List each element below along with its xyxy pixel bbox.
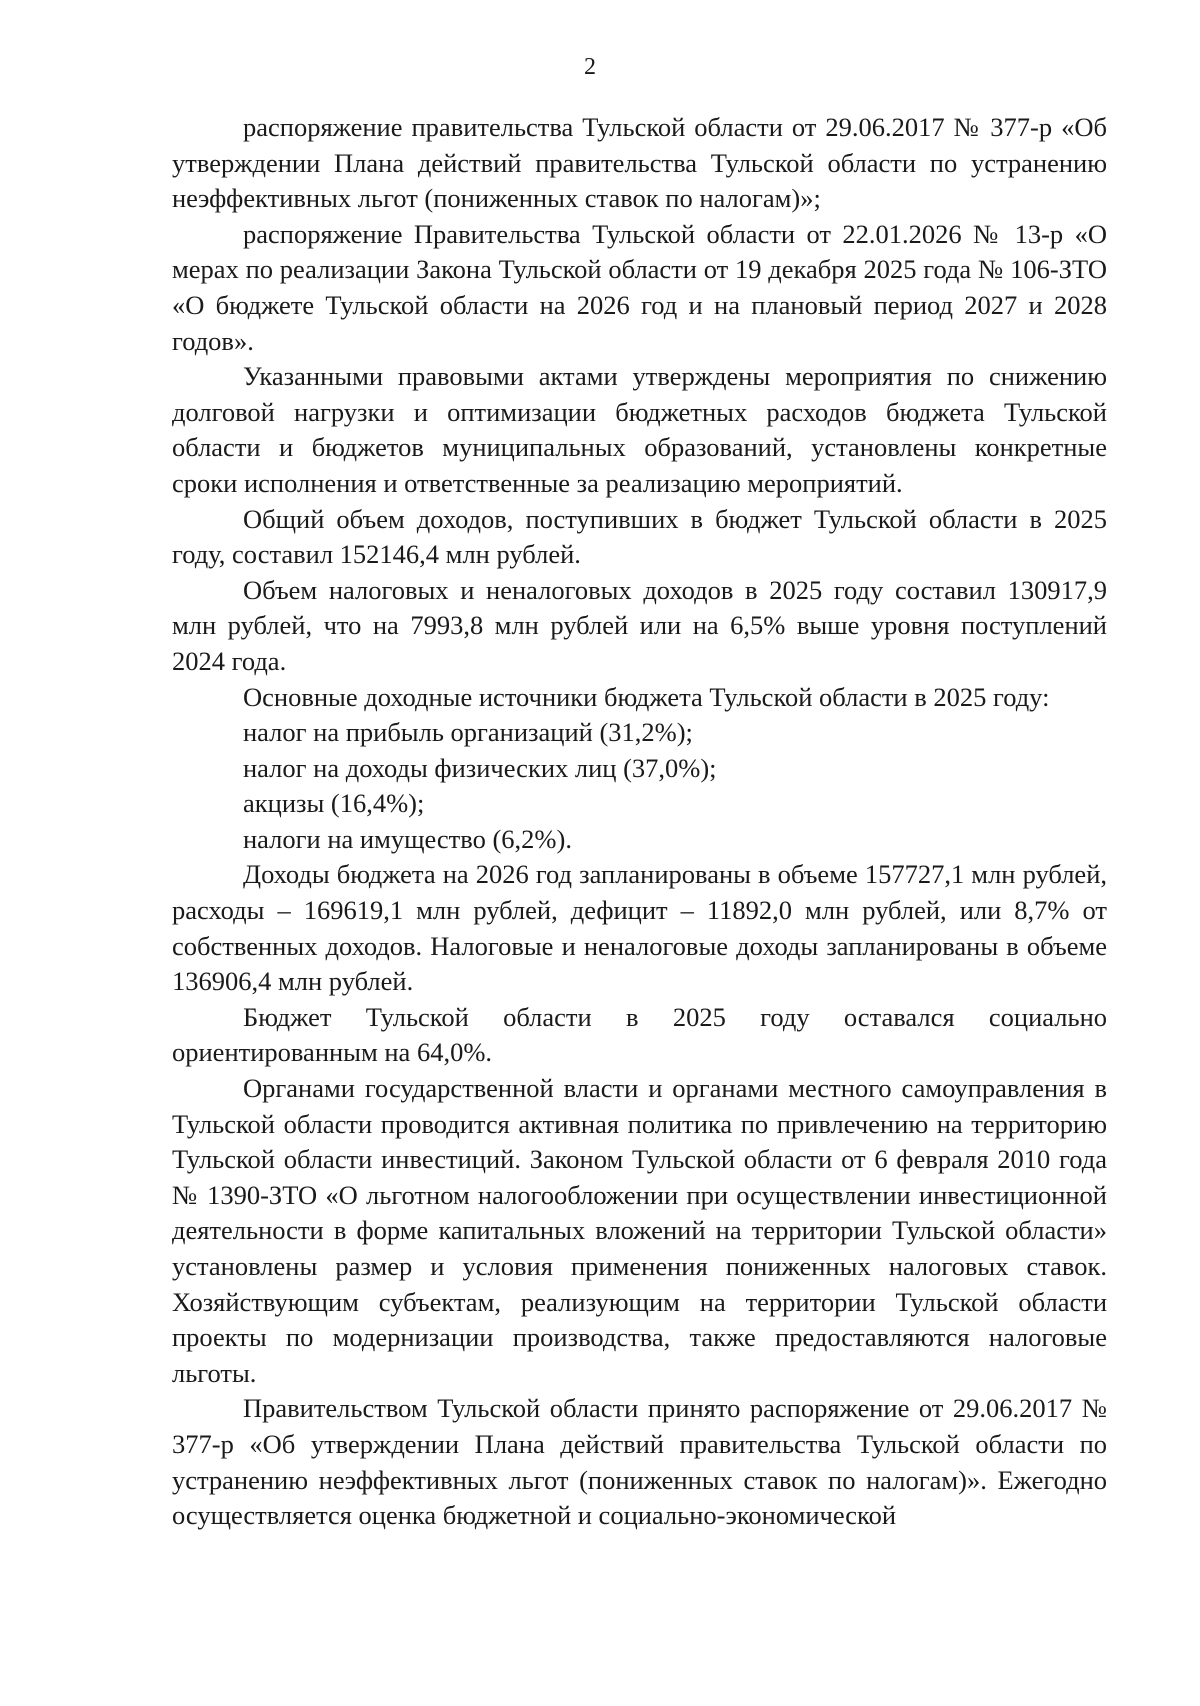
paragraph-main-sources-heading: Основные доходные источники бюджета Тульской области в 2025 году: <box>243 681 1050 712</box>
list-item-profit-tax: налог на прибыль организаций (31,2%); <box>243 717 693 748</box>
paragraph-decree-377-assessment: Правительством Тульской области принято распоряжение от 29.06.2017 № 377-р «Об утверждении Плана действий правительства Тульской области по устранению неэффективных льгот (пониженных ставок по налогам)». Ежегодно осуществляется оценка бюджетной и социально-экономической <box>172 1393 1107 1531</box>
paragraph-decree-377: распоряжение правительства Тульской области от 29.06.2017 № 377-р «Об утверждении Плана действий правительства Тульской области по устранению неэффективных льгот (пониженных ставок по налогам)»; <box>172 112 1107 214</box>
document-body <box>172 110 1107 1534</box>
paragraph-legal-acts-measures: Указанными правовыми актами утверждены мероприятия по снижению долговой нагрузки и оптимизации бюджетных расходов бюджета Тульской области и бюджетов муниципальных образований, установлены конкретные сроки исполнения и ответственные за реализацию мероприятий. <box>172 361 1107 498</box>
paragraph-budget-2026: Доходы бюджета на 2026 год запланированы в объеме 157727,1 млн рублей, расходы – 169619,1 млн рублей, дефицит – 11892,0 млн рублей, или 8,7% от собственных доходов. Налоговые и неналоговые доходы запланированы в объеме 136906,4 млн рублей. <box>172 859 1107 997</box>
paragraph-total-revenue-2025: Общий объем доходов, поступивших в бюджет Тульской области в 2025 году, составил 152146,4 млн рублей. <box>172 503 1107 570</box>
paragraph-decree-13: распоряжение Правительства Тульской области от 22.01.2026 № 13-р «О мерах по реализации Закона Тульской области от 19 декабря 2025 года № 106-ЗТО «О бюджете Тульской области на 2026 год и на плановый период 2027 и 2028 годов». <box>172 218 1107 356</box>
paragraph-social-orientation: Бюджет Тульской области в 2025 году оставался социально ориентированным на 64,0%. <box>172 1001 1107 1068</box>
list-item-excises: акцизы (16,4%); <box>243 788 425 819</box>
paragraph-tax-revenue-2025: Объем налоговых и неналоговых доходов в 2025 году составил 130917,9 млн рублей, что на 7993,8 млн рублей или на 6,5% выше уровня поступлений 2024 года. <box>172 574 1107 676</box>
list-item-property-tax: налоги на имущество (6,2%). <box>243 823 572 854</box>
page-number: 2 <box>584 54 596 80</box>
list-item-income-tax: налог на доходы физических лиц (37,0%); <box>243 752 717 783</box>
paragraph-investment-policy: Органами государственной власти и органами местного самоуправления в Тульской области проводится активная политика по привлечению на территорию Тульской области инвестиций. Законом Тульской области от 6 февраля 2010 года № 1390-ЗТО «О льготном налогообложении при осуществлении инвестиционной деятельности в форме капитальных вложений на территории Тульской области» установлены размер и условия применения пониженных налоговых ставок. Хозяйствующим субъектам, реализующим на территории Тульской области проекты по модернизации производства, также предоставляются налоговые льготы. <box>172 1073 1107 1388</box>
